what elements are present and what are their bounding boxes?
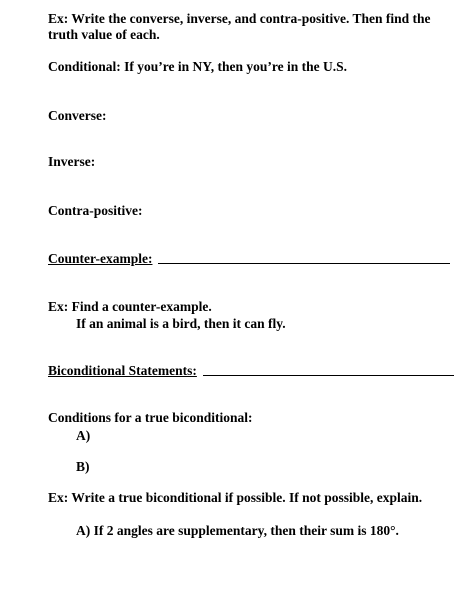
example-1-instruction-line-1: Ex: Write the converse, inverse, and contra-positive. Then find the: [48, 11, 431, 26]
conditions-heading: Conditions for a true biconditional:: [48, 410, 253, 425]
inverse-label: Inverse:: [48, 154, 96, 169]
biconditional-label: Biconditional Statements:: [48, 363, 197, 378]
condition-b: B): [76, 459, 90, 474]
example-2-instruction: Ex: Find a counter-example.: [48, 299, 212, 314]
example-2-statement: If an animal is a bird, then it can fly.: [76, 316, 286, 331]
counterexample-label: Counter-example:: [48, 251, 153, 266]
converse-label: Converse:: [48, 108, 107, 123]
biconditional-answer-line: [203, 375, 454, 376]
condition-a: A): [76, 428, 91, 443]
example-3-item-a: A) If 2 angles are supplementary, then their sum is 180°.: [76, 523, 399, 538]
counterexample-answer-line: [158, 263, 450, 264]
example-3-instruction: Ex: Write a true biconditional if possible. If not possible, explain.: [48, 490, 423, 505]
example-1-instruction-line-2: truth value of each.: [48, 27, 160, 42]
conditional-statement: Conditional: If you’re in NY, then you’re in the U.S.: [48, 59, 348, 74]
contrapositive-label: Contra-positive:: [48, 203, 143, 218]
